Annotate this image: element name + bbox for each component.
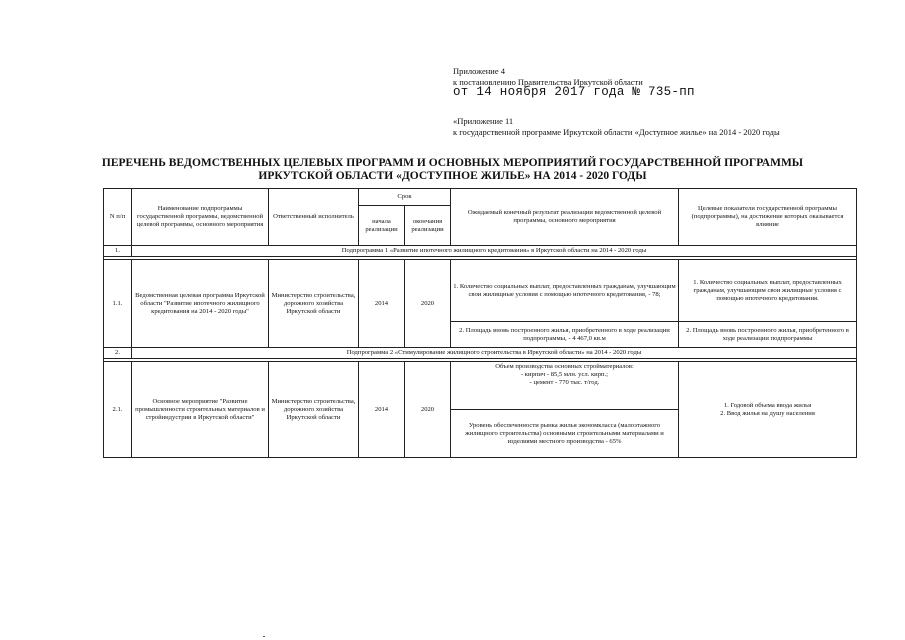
header-resolution-ref: к постановлению Правительства Иркутской области	[453, 77, 643, 87]
row-2-1-start: 2014	[359, 362, 405, 458]
header-name: Наименование подпрограммы государственной программы, ведомственной целевой программы, основного мероприятия	[132, 189, 269, 246]
title-line-2: ИРКУТСКОЙ ОБЛАСТИ «ДОСТУПНОЕ ЖИЛЬЕ» НА 2014 - 2020 ГОДЫ	[258, 170, 647, 182]
header-executor: Ответственный исполнитель	[269, 189, 359, 246]
row-1-1-name: Ведомственная целевая программа Иркутской области "Развитие ипотечного жилищного кредитования на 2014 - 2020 годы"	[132, 260, 269, 348]
programs-table	[103, 188, 857, 458]
row-2-1-name: Основное мероприятие "Развитие промышленности строительных материалов и стройиндустрии в Иркутской области"	[132, 362, 269, 458]
row-1-1-end: 2020	[405, 260, 451, 348]
header-program-ref: к государственной программе Иркутской области «Доступное жилье» на 2014 - 2020 годы	[453, 127, 780, 137]
header-old-appendix: «Приложение 11	[453, 116, 514, 126]
subprogram-1-num: 1.	[104, 246, 132, 257]
row-1-1-num: 1.1.	[104, 260, 132, 348]
header-indicators: Целевые показатели государственной программы (подпрограммы), на достижение которых оказывается влияние	[679, 189, 857, 246]
row-1-1-indicator-1: 1. Количество социальных выплат, предоставленных гражданам, улучшающим свои жилищные условия с помощью ипотечного кредитования.	[679, 260, 857, 322]
row-1-1-executor: Министерство строительства, дорожного хозяйства Иркутской области	[269, 260, 359, 348]
row-1-1-result-1: 1. Количество социальных выплат, предоставленных гражданам, улучшающим свои жилищные условия с помощью ипотечного кредитования, - 78;	[451, 260, 679, 322]
row-1-1-result-2: 2. Площадь вновь построенного жилья, приобретенного в ходе реализации подпрограммы, - 4 467,0 кв.м	[451, 322, 679, 348]
header-start: начала реализации	[359, 206, 405, 246]
row-2-1-result-1-cement: - цемент - 770 тыс. т/год.	[529, 379, 600, 386]
row-1-1-indicator-2: 2. Площадь вновь построенного жилья, приобретенного в ходе реализации подпрограммы	[679, 322, 857, 348]
row-2-1-executor: Министерство строительства, дорожного хозяйства Иркутской области	[269, 362, 359, 458]
row-2-1-result-1	[451, 362, 679, 410]
header-result: Ожидаемый конечный результат реализации ведомственной целевой программы, основного мероприятия	[451, 189, 679, 246]
subprogram-1-title: Подпрограмма 1 «Развитие ипотечного жилищного кредитования» в Иркутской области на 2014 - 2020 годы	[132, 246, 857, 257]
scan-speck	[263, 636, 265, 637]
header-num: N п/п	[104, 189, 132, 246]
header-appendix-number: Приложение 4	[453, 66, 505, 76]
header-term: Срок	[359, 189, 451, 206]
page-title	[60, 157, 845, 183]
row-2-1-end: 2020	[405, 362, 451, 458]
row-1-1-start: 2014	[359, 260, 405, 348]
row-2-1-indicator-2: 2. Ввод жилья на душу населения	[720, 410, 815, 417]
row-2-1-result-1-heading: Объем производства основных стройматериалов:	[495, 363, 634, 370]
subprogram-2-title: Подпрограмма 2 «Стимулирование жилищного строительства в Иркутской области» на 2014 - 2020 годы	[132, 348, 857, 359]
row-2-1-indicators	[679, 362, 857, 458]
title-line-1: ПЕРЕЧЕНЬ ВЕДОМСТВЕННЫХ ЦЕЛЕВЫХ ПРОГРАММ И ОСНОВНЫХ МЕРОПРИЯТИЙ ГОСУДАРСТВЕННОЙ ПРОГРАММЫ	[101, 157, 804, 169]
subprogram-2-num: 2.	[104, 348, 132, 359]
header-resolution-date: от 14 ноября 2017 года № 735-пп	[453, 85, 695, 99]
row-2-1-result-2: Уровень обеспеченности рынка жилья экономкласса (малоэтажного жилищного строительства) основными строительными материалами и изделиями местного производства - 65%	[451, 410, 679, 458]
header-end: окончания реализации	[405, 206, 451, 246]
row-2-1-indicator-1: 1. Годовой объема ввода жилья	[723, 402, 812, 409]
row-2-1-num: 2.1.	[104, 362, 132, 458]
row-2-1-result-1-brick: - кирпич - 85,5 млн. усл. кирп.;	[520, 371, 609, 378]
